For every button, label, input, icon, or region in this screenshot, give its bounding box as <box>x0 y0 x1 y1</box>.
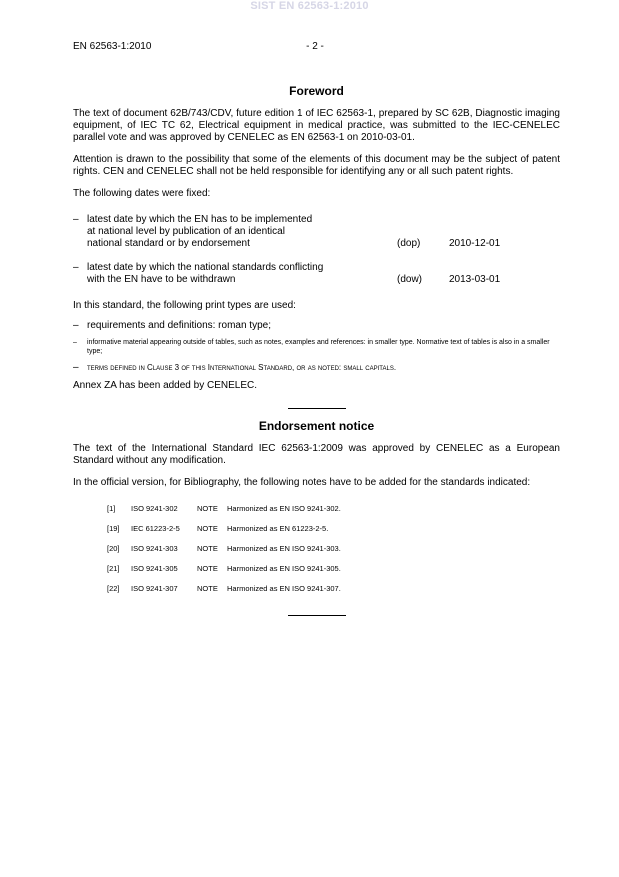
reference-number: [22] <box>107 584 120 593</box>
date-code: (dow) <box>397 274 423 285</box>
reference-standard: ISO 9241-303 <box>131 544 178 553</box>
reference-note-label: NOTE <box>197 584 218 593</box>
page-content <box>73 84 560 616</box>
reference-standard: ISO 9241-307 <box>131 584 178 593</box>
print-type-item <box>73 362 560 374</box>
print-type-item <box>73 320 560 332</box>
dash-bullet: – <box>73 339 77 346</box>
date-item-dow <box>73 262 560 286</box>
date-code: (dop) <box>397 238 421 249</box>
date-text-line: at national level by publication of an identical <box>87 226 285 237</box>
reference-standard: IEC 61223-2-5 <box>131 524 180 533</box>
reference-number: [20] <box>107 544 120 553</box>
reference-number: [21] <box>107 564 120 573</box>
dash-bullet: – <box>73 262 79 273</box>
reference-row <box>107 563 560 583</box>
reference-note-label: NOTE <box>197 564 218 573</box>
dash-bullet: – <box>73 214 79 225</box>
print-type-text: terms defined in Clause 3 of this International Standard, or as noted: small capitals. <box>87 363 397 372</box>
date-value: 2013-03-01 <box>449 274 501 285</box>
reference-note-label: NOTE <box>197 524 218 533</box>
reference-note-text: Harmonized as EN 61223-2-5. <box>227 524 329 533</box>
reference-standard: ISO 9241-305 <box>131 564 178 573</box>
foreword-para-3: The following dates were fixed: <box>73 188 211 199</box>
reference-row <box>107 543 560 563</box>
header-page-number: - 2 - <box>306 41 324 52</box>
date-text-line: latest date by which the EN has to be implemented <box>87 214 313 225</box>
print-type-text: informative material appearing outside of tables, such as notes, examples and references: in smaller type. Normative text of tables is also in a smaller type; <box>87 339 550 355</box>
reference-standard: ISO 9241-302 <box>131 504 178 513</box>
reference-note-text: Harmonized as EN ISO 9241-303. <box>227 544 341 553</box>
reference-list <box>73 503 560 603</box>
watermark: SIST EN 62563-1:2010 <box>250 0 369 12</box>
foreword-para-1: The text of document 62B/743/CDV, future edition 1 of IEC 62563-1, prepared by SC 62B, Diagnostic imaging equipment, of IEC TC 62, Electrical equipment in medical practice, was submitted to the IEC-CENELEC parallel vote and was approved by CENELEC as EN 62563-1 on 2010-03-01. <box>73 108 560 143</box>
reference-number: [19] <box>107 524 120 533</box>
print-type-text: requirements and definitions: roman type; <box>87 320 271 331</box>
print-types-intro: In this standard, the following print types are used: <box>73 300 296 311</box>
dash-bullet: – <box>73 362 79 373</box>
date-value: 2010-12-01 <box>449 238 501 249</box>
reference-note-text: Harmonized as EN ISO 9241-302. <box>227 504 341 513</box>
annex-note: Annex ZA has been added by CENELEC. <box>73 380 258 391</box>
date-item-dop <box>73 214 560 250</box>
print-type-item <box>73 338 560 356</box>
reference-number: [1] <box>107 504 116 513</box>
reference-row <box>107 583 560 603</box>
reference-note-label: NOTE <box>197 504 218 513</box>
reference-note-label: NOTE <box>197 544 218 553</box>
reference-row <box>107 523 560 543</box>
header-doc-id: EN 62563-1:2010 <box>73 41 152 52</box>
reference-row <box>107 503 560 523</box>
date-text-line: latest date by which the national standards conflicting <box>87 262 324 273</box>
dash-bullet: – <box>73 320 79 331</box>
foreword-para-2: Attention is drawn to the possibility that some of the elements of this document may be the subject of patent rights. CEN and CENELEC shall not be held responsible for identifying any or all such patent rights. <box>73 154 560 177</box>
reference-note-text: Harmonized as EN ISO 9241-307. <box>227 584 341 593</box>
section-divider <box>288 615 346 616</box>
endorsement-para-1: The text of the International Standard IEC 62563-1:2009 was approved by CENELEC as a European Standard without any modification. <box>73 443 560 466</box>
foreword-title: Foreword <box>289 84 344 98</box>
endorsement-title: Endorsement notice <box>258 419 375 433</box>
date-text-line: national standard or by endorsement <box>87 238 250 249</box>
date-text-line: with the EN have to be withdrawn <box>87 274 236 285</box>
endorsement-para-2: In the official version, for Bibliography, the following notes have to be added for the standards indicated: <box>73 477 531 488</box>
reference-note-text: Harmonized as EN ISO 9241-305. <box>227 564 341 573</box>
